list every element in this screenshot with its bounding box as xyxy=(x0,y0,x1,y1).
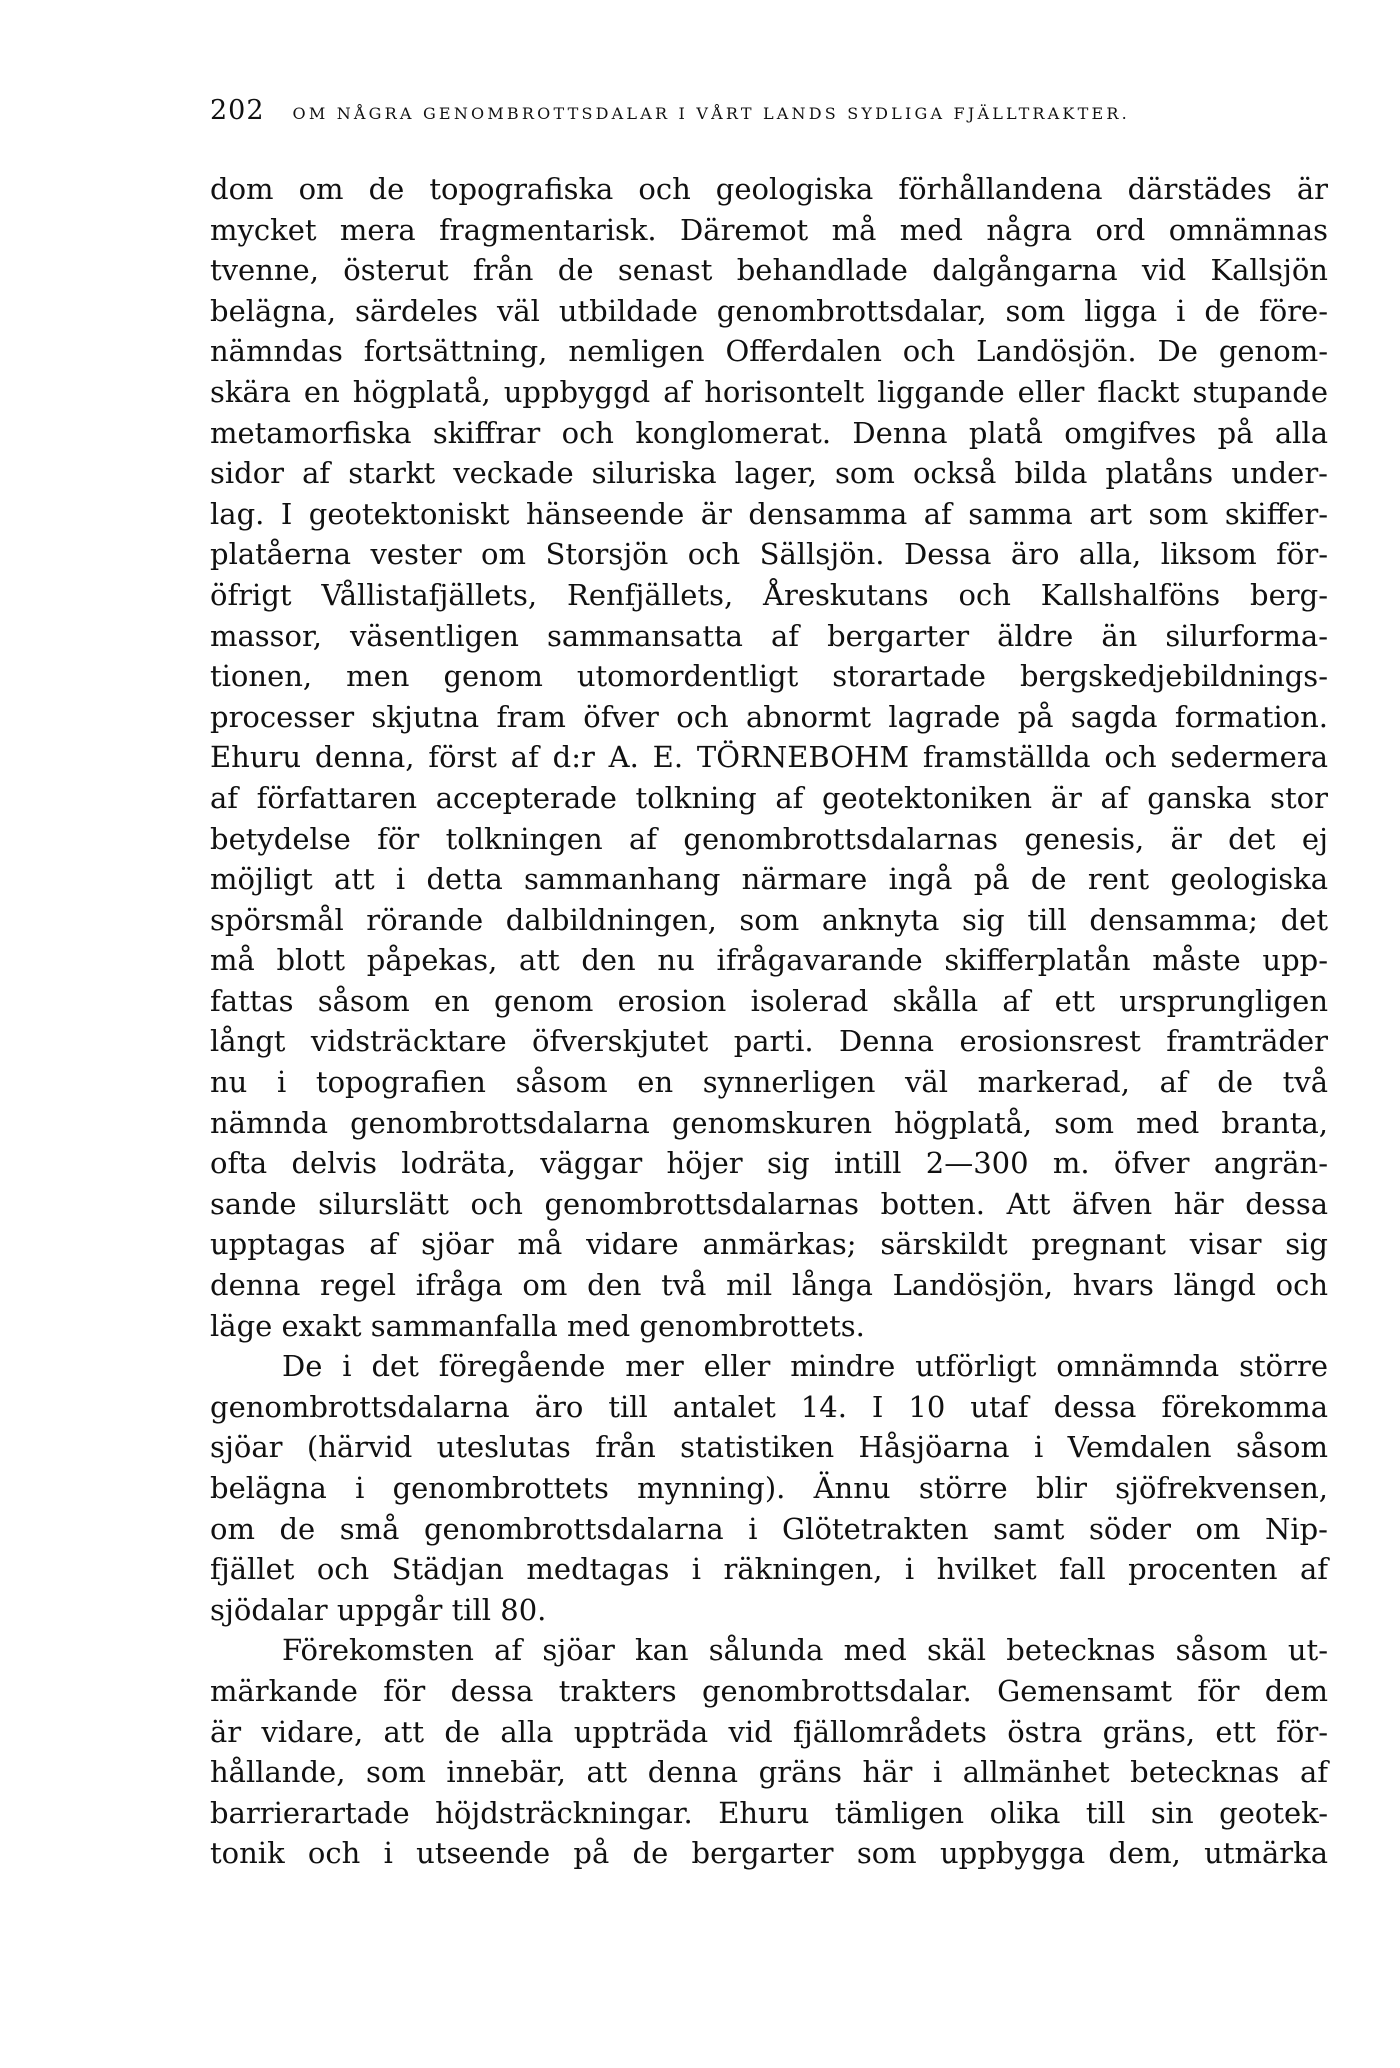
text-line: belägna, särdeles väl utbildade genombrottsdalar, som ligga i de före- xyxy=(210,293,1328,328)
text-line: sjöar (härvid uteslutas från statistiken Håsjöarna i Vemdalen såsom xyxy=(210,1430,1328,1465)
text-line: må blott påpekas, att den nu ifrågavarande skifferplatån måste upp- xyxy=(210,943,1328,978)
text-line: dom om de topografiska och geologiska förhållandena därstädes är xyxy=(210,172,1328,206)
running-header xyxy=(210,95,1328,135)
text-line: De i det föregående mer eller mindre utförligt omnämnda större xyxy=(282,1349,1328,1384)
text-line: Ehuru denna, först af d:r A. E. TÖRNEBOHM framställda och sedermera xyxy=(210,740,1328,775)
text-line: betydelse för tolkningen af genombrottsdalarnas genesis, är det ej xyxy=(210,821,1328,856)
text-line: om de små genombrottsdalarna i Glötetrakten samt söder om Nip- xyxy=(210,1511,1328,1546)
body-text xyxy=(210,169,1328,1874)
text-line: ofta delvis lodräta, väggar höjer sig intill 2—300 m. öfver angrän- xyxy=(210,1146,1328,1181)
text-line: af författaren accepterade tolkning af geotektoniken är af ganska stor xyxy=(210,780,1328,815)
text-line: belägna i genombrottets mynning). Ännu större blir sjöfrekvensen, xyxy=(210,1471,1328,1505)
text-line: märkande för dessa trakters genombrottsdalar. Gemensamt för dem xyxy=(210,1673,1328,1708)
text-line: fjället och Städjan medtagas i räkningen, i hvilket fall procenten af xyxy=(210,1552,1328,1587)
text-line: upptagas af sjöar må vidare anmärkas; särskildt pregnant visar sig xyxy=(210,1227,1328,1262)
paragraph-3 xyxy=(210,1630,1328,1874)
text-line: fattas såsom en genom erosion isolerad skålla af ett ursprungligen xyxy=(210,983,1328,1018)
text-line: sidor af starkt veckade siluriska lager, som också bilda platåns under- xyxy=(210,456,1328,491)
text-line: barrierartade höjdsträckningar. Ehuru tämligen olika till sin geotek- xyxy=(210,1795,1328,1830)
text-line: hållande, som innebär, att denna gräns här i allmänhet betecknas af xyxy=(210,1755,1328,1790)
text-line: tonik och i utseende på de bergarter som uppbygga dem, utmärka xyxy=(210,1836,1328,1871)
text-line: tionen, men genom utomordentligt storartade bergskedjebildnings- xyxy=(210,659,1328,694)
text-line: massor, väsentligen sammansatta af bergarter äldre än silurforma- xyxy=(210,618,1328,653)
text-line: lag. I geotektoniskt hänseende är densamma af samma art som skiffer- xyxy=(210,496,1328,531)
text-line: spörsmål rörande dalbildningen, som anknyta sig till densamma; det xyxy=(210,902,1328,937)
text-line: öfrigt Vållistafjällets, Renfjällets, Åreskutans och Kallshalföns berg- xyxy=(210,577,1328,612)
book-page xyxy=(210,95,1328,1874)
text-line: långt vidsträcktare öfverskjutet parti. Denna erosionsrest framträder xyxy=(210,1024,1328,1059)
running-title: OM NÅGRA GENOMBROTTSDALAR I VÅRT LANDS SYDLIGA FJÄLLTRAKTER. xyxy=(292,104,1130,123)
text-line: läge exakt sammanfalla med genombrottets. xyxy=(210,1308,865,1343)
text-line: är vidare, att de alla uppträda vid fjällområdets östra gräns, ett för- xyxy=(210,1714,1328,1749)
text-line: sande silurslätt och genombrottsdalarnas botten. Att äfven här dessa xyxy=(210,1186,1328,1221)
text-line: sjödalar uppgår till 80. xyxy=(210,1592,547,1627)
text-line: möjligt att i detta sammanhang närmare ingå på de rent geologiska xyxy=(210,862,1328,897)
paragraph-1 xyxy=(210,169,1328,1346)
text-line: skära en högplatå, uppbyggd af horisontelt liggande eller flackt stupande xyxy=(210,374,1328,409)
text-line: nämndas fortsättning, nemligen Offerdalen och Landösjön. De genom- xyxy=(210,334,1328,369)
text-line: denna regel ifråga om den två mil långa Landösjön, hvars längd och xyxy=(210,1268,1328,1303)
text-line: tvenne, österut från de senast behandlade dalgångarna vid Kallsjön xyxy=(210,253,1328,288)
text-line: metamorfiska skiffrar och konglomerat. Denna platå omgifves på alla xyxy=(210,415,1328,450)
text-line: platåerna vester om Storsjön och Sällsjön. Dessa äro alla, liksom för- xyxy=(210,537,1328,572)
text-line: mycket mera fragmentarisk. Däremot må med några ord omnämnas xyxy=(210,212,1328,247)
text-line: nu i topografien såsom en synnerligen väl markerad, af de två xyxy=(210,1065,1328,1100)
page-number: 202 xyxy=(210,95,265,126)
text-line: nämnda genombrottsdalarna genomskuren högplatå, som med branta, xyxy=(210,1105,1328,1140)
paragraph-2 xyxy=(210,1346,1328,1630)
text-line: genombrottsdalarna äro till antalet 14. I 10 utaf dessa förekomma xyxy=(210,1389,1328,1424)
text-line: processer skjutna fram öfver och abnormt lagrade på sagda formation. xyxy=(210,699,1328,734)
text-line: Förekomsten af sjöar kan sålunda med skäl betecknas såsom ut- xyxy=(282,1633,1328,1668)
